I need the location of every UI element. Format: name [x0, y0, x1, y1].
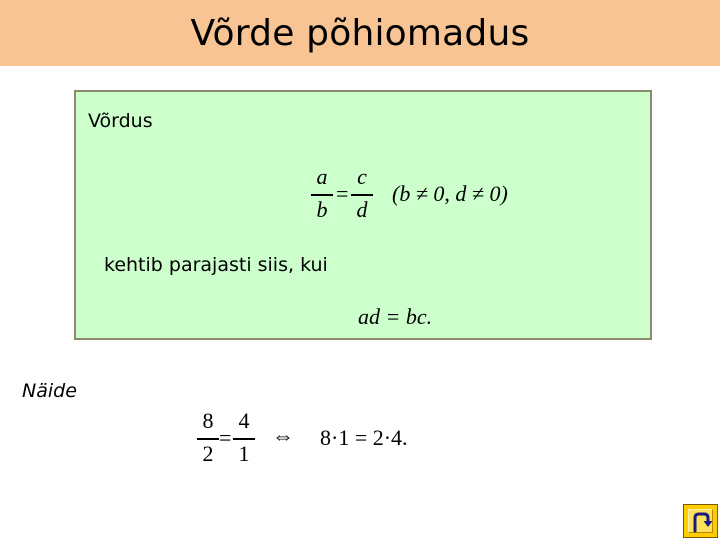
fraction-numerator: 8 — [202, 408, 214, 433]
fraction-denominator: d — [356, 197, 368, 222]
definition-label: Võrdus — [88, 110, 153, 132]
equivalence-icon: ⇔ — [272, 423, 294, 448]
equals-sign: = — [219, 425, 232, 450]
title-bar — [0, 0, 720, 66]
example-result: 8·1 = 2·4. — [320, 425, 408, 450]
fraction-bar — [233, 438, 255, 440]
definition-equation — [310, 164, 550, 224]
fraction-bar — [351, 194, 373, 196]
fraction-numerator: a — [316, 164, 328, 189]
fraction-bar — [197, 438, 219, 440]
fraction-denominator: 2 — [202, 441, 214, 466]
result-equation: ad = bc. — [358, 304, 433, 329]
fraction-denominator: 1 — [238, 441, 250, 466]
example-equation — [196, 408, 436, 468]
condition-text: (b ≠ 0, d ≠ 0) — [392, 181, 508, 206]
return-arrow-icon — [684, 505, 719, 539]
return-button[interactable] — [683, 504, 718, 538]
equals-sign: = — [336, 181, 349, 206]
fraction-numerator: c — [357, 164, 367, 189]
definition-box — [74, 90, 652, 340]
statement-text: kehtib parajasti siis, kui — [104, 254, 328, 276]
fraction-bar — [311, 194, 333, 196]
fraction-numerator: 4 — [238, 408, 250, 433]
fraction-denominator: b — [316, 197, 328, 222]
slide-title: Võrde põhiomadus — [190, 12, 530, 54]
example-label: Näide — [22, 380, 77, 402]
